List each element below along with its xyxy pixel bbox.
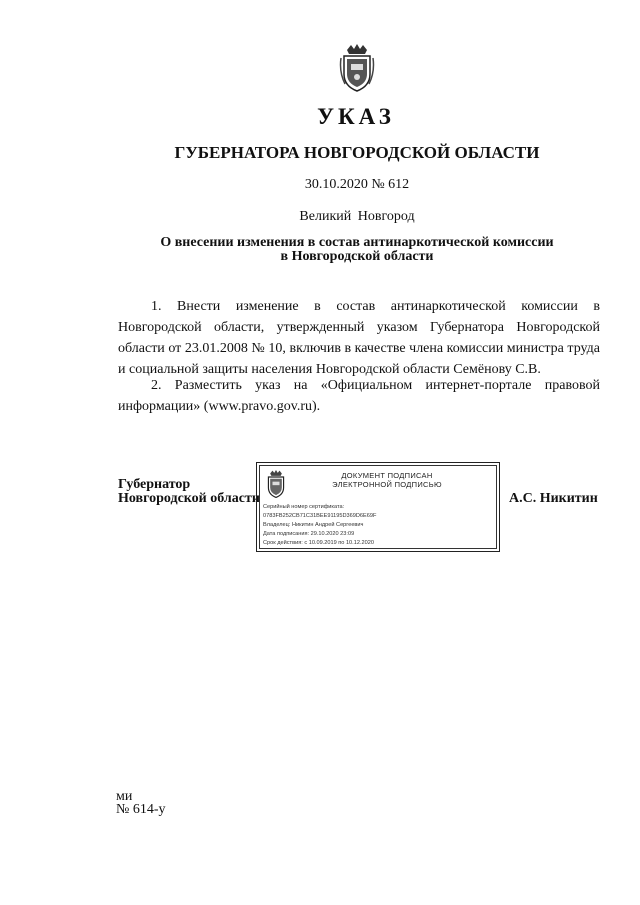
paragraph-1: 1. Внести изменение в состав антинаркотической комиссии в Новгородской области, утвержденный указом Губернатора Новгородской области от 23.01.2008 № 10, включив в качестве члена комиссии министра труда и социальной защиты населения Новгородской области Семёнову С.В. [118,299,600,377]
stamp-header-line-2: ЭЛЕКТРОННОЙ ПОДПИСЬЮ [332,480,442,489]
document-city: Великий Новгород [299,209,415,224]
subject-line-1: О внесении изменения в состав антинаркотической комиссии [160,235,554,250]
stamp-validity: Срок действия: с 10.09.2019 по 10.12.2020 [263,540,374,546]
paragraph-2: 2. Разместить указ на «Официальном интернет-портале правовой информации» (www.pravo.gov.ru). [118,378,600,414]
signatory-title-line-2: Новгородской области [118,491,260,506]
stamp-cert-label: Серийный номер сертификата: [263,504,345,510]
signatory-title [118,478,260,506]
document-date-number: 30.10.2020 № 612 [304,177,410,192]
electronic-signature-stamp [256,462,500,552]
signatory-name: А.С. Никитин [509,491,598,506]
footer-initials: ми [116,789,133,804]
document-issuer: ГУБЕРНАТОРА НОВГОРОДСКОЙ ОБЛАСТИ [174,143,540,162]
document-subject [150,236,564,264]
stamp-details [263,503,499,548]
novgorod-coat-of-arms-icon [339,44,375,92]
stamp-owner: Владелец: Никитин Андрей Сергеевич [263,522,364,528]
document-title: УКАЗ [317,104,395,129]
stamp-header [312,471,462,489]
stamp-cert-value: 0783FB252CB71C31BEE91195D369D6E69F [263,513,377,519]
footer-number: № 614-у [116,802,166,817]
stamp-signed-date: Дата подписания: 29.10.2020 23:09 [263,531,355,537]
document-footer [116,790,166,816]
stamp-header-line-1: ДОКУМЕНТ ПОДПИСАН [341,471,433,480]
signatory-title-line-1: Губернатор [118,477,191,492]
subject-line-2: в Новгородской области [280,249,434,264]
stamp-coat-of-arms-icon [265,470,287,498]
